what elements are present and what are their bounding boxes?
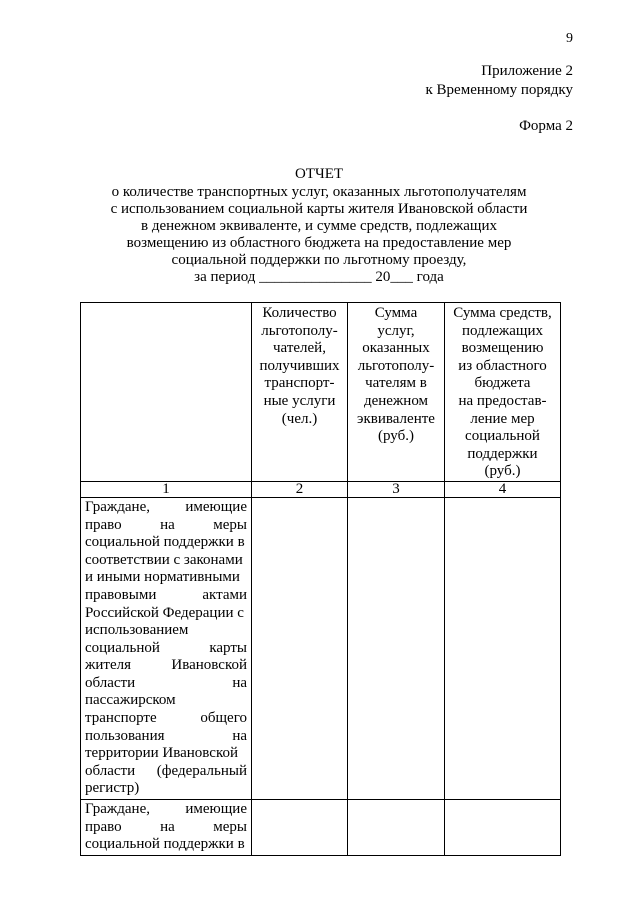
cell-word: актами (202, 586, 247, 603)
header-text: поддержки (467, 445, 538, 462)
header-text: Сумма (374, 305, 418, 321)
header-text: льготополу- (357, 357, 435, 374)
report-table (80, 302, 561, 856)
cell-word: меры (213, 818, 247, 835)
form-label: Форма 2 (519, 118, 573, 134)
header-text: льготополу- (261, 322, 338, 339)
report-subtitle-line: с использованием социальной карты жителя Ивановской области (110, 201, 528, 217)
report-title: ОТЧЕТ (294, 166, 344, 182)
cell-word: Граждане, (85, 801, 150, 818)
header-text: эквиваленте (357, 410, 435, 427)
cell-word: территории Ивановской (85, 745, 239, 762)
header-text: (руб.) (378, 428, 414, 445)
appendix-line: к Временному порядку (425, 82, 573, 98)
header-text: на предостав- (458, 392, 547, 409)
header-text: социальной (465, 428, 540, 445)
header-text: транспорт- (264, 375, 335, 392)
header-text: получивших (259, 357, 340, 374)
column-number: 1 (81, 481, 252, 497)
header-text: ление мер (470, 410, 535, 427)
report-subtitle-line: в денежном эквиваленте, и сумме средств, подлежащих (141, 218, 497, 234)
header-text: оказанных (362, 340, 430, 357)
report-period-line: за период _______________ 20___ года (194, 269, 444, 285)
header-cell-services-sum (348, 303, 445, 482)
header-text: (руб.) (484, 463, 521, 480)
table-row (81, 497, 561, 799)
column-number: 4 (445, 481, 561, 497)
cell-word: меры (213, 516, 247, 533)
value-cell[interactable] (348, 497, 445, 799)
header-text: подлежащих (462, 322, 543, 339)
cell-word: на (232, 674, 247, 691)
report-subtitle-line: о количестве транспортных услуг, оказанных льготополучателям (111, 184, 527, 200)
column-number-row (81, 481, 561, 497)
header-text: услуг, (377, 322, 415, 339)
value-cell[interactable] (445, 497, 561, 799)
value-cell[interactable] (252, 497, 348, 799)
cell-word: пользования (85, 727, 165, 744)
cell-word: жителя (85, 657, 131, 674)
cell-word: на (160, 818, 175, 835)
cell-word: право (85, 818, 122, 835)
header-cell-compensation-sum (445, 303, 561, 482)
header-text: (чел.) (281, 410, 318, 427)
cell-word: регистр) (85, 780, 140, 797)
report-subtitle-line: социальной поддержки по льготному проезду, (171, 252, 467, 268)
cell-word: на (160, 516, 175, 533)
header-cell-recipients-count (252, 303, 348, 482)
report-subtitle-line: возмещению из областного бюджета на предоставление мер (126, 235, 512, 251)
cell-word: имеющие (185, 498, 247, 515)
table-row (81, 800, 561, 856)
appendix-line: Приложение 2 (481, 63, 573, 79)
column-number: 2 (252, 481, 348, 497)
header-cell-category (81, 303, 252, 482)
value-cell[interactable] (445, 800, 561, 856)
cell-word: социальной (85, 639, 160, 656)
cell-word: соответствии с законами (85, 551, 243, 568)
header-text: денежном (363, 392, 429, 409)
cell-word: правовыми (85, 586, 157, 603)
column-number: 3 (348, 481, 445, 497)
row-category-cell (81, 497, 252, 799)
page-number: 9 (566, 31, 573, 46)
cell-word: области (85, 674, 136, 691)
cell-word: социальной поддержки в (85, 836, 245, 853)
report-heading (80, 166, 558, 286)
header-text: из областного (458, 357, 547, 374)
cell-word: (федеральный (156, 762, 247, 779)
cell-word: области (85, 762, 136, 779)
header-text: чателям в (365, 375, 427, 392)
value-cell[interactable] (252, 800, 348, 856)
header-text: ные услуги (263, 392, 336, 409)
cell-word: Граждане, (85, 498, 150, 515)
cell-word: право (85, 516, 122, 533)
header-text: Сумма средств, (453, 305, 552, 321)
header-text: Количество (262, 305, 337, 321)
cell-word: карты (209, 639, 247, 656)
appendix-heading (426, 62, 574, 100)
cell-word: общего (200, 710, 247, 727)
cell-word: имеющие (185, 801, 247, 818)
header-text: чателей, (273, 340, 326, 357)
table-header-row (81, 303, 561, 482)
cell-word: на (232, 727, 247, 744)
cell-word: транспорте (85, 710, 157, 727)
cell-word: пассажирском (85, 692, 176, 709)
cell-word: Ивановской (171, 657, 247, 674)
row-category-cell (81, 800, 252, 856)
cell-word: Российской Федерации с (85, 604, 244, 621)
cell-word: и иными нормативными (85, 569, 240, 586)
cell-word: использованием (85, 622, 189, 639)
value-cell[interactable] (348, 800, 445, 856)
header-text: возмещению (461, 340, 544, 357)
cell-word: социальной поддержки в (85, 534, 245, 551)
header-text: бюджета (474, 375, 531, 392)
